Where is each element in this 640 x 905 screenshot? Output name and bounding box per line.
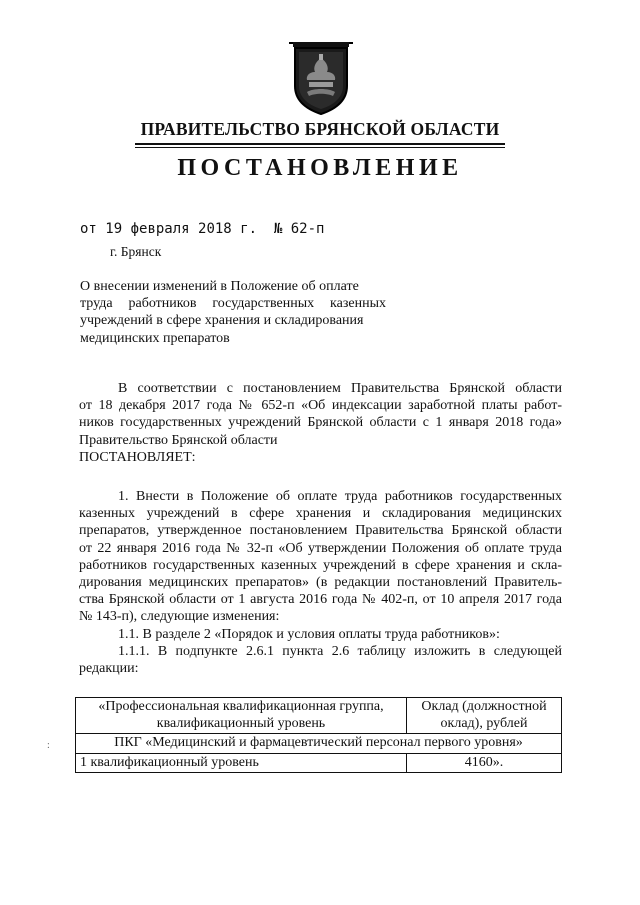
coat-of-arms-emblem xyxy=(289,42,353,116)
number-value: 62-п xyxy=(290,221,325,237)
item-1-paragraph xyxy=(79,488,562,677)
subject-line: труда работников государственных казенных xyxy=(80,296,386,312)
subitem-line: 1.1. В разделе 2 «Порядок и условия оплаты труда работников»: xyxy=(118,626,500,642)
subject-line: медицинских препаратов xyxy=(80,330,230,346)
salary-table xyxy=(75,697,562,773)
subject-line: учреждений в сфере хранения и складирования xyxy=(80,313,364,329)
preamble-resolve: ПОСТАНОВЛЯЕТ: xyxy=(79,449,196,465)
date-number-line xyxy=(80,221,324,237)
item-line: № 143-п), следующие изменения: xyxy=(79,609,280,625)
item-line: казенных учреждений в сфере хранения и складирования медицинских xyxy=(79,506,562,522)
item-line: от 22 января 2016 года № 32-п «Об утверждении Положения об оплате труда xyxy=(79,540,562,556)
group-cell: ПКГ «Медицинский и фармацевтический персонал первого уровня» xyxy=(76,734,562,754)
table-row xyxy=(76,753,562,773)
item-line: работников государственных казенных учреждений в сфере хранения и скла- xyxy=(79,557,562,573)
subitem-line: редакции: xyxy=(79,661,139,677)
item-line: препаратов, утвержденное постановлением Правительства Брянской области xyxy=(79,523,562,539)
government-title: ПРАВИТЕЛЬСТВО БРЯНСКОЙ ОБЛАСТИ xyxy=(140,119,500,139)
table-header-row xyxy=(76,698,562,734)
item-line: 1. Внести в Положение об оплате труда работников государственных xyxy=(118,489,562,504)
date-prefix: от xyxy=(80,221,97,237)
header-cell-text: Оклад (должностной xyxy=(421,699,547,714)
preamble-line: Правительство Брянской области xyxy=(79,432,278,448)
subject-line: О внесении изменений в Положение об оплате xyxy=(80,279,359,294)
date-value: 19 февраля 2018 г. xyxy=(105,221,258,237)
header-rule-thin xyxy=(135,147,505,148)
preamble-line: В соответствии с постановлением Правительства Брянской области xyxy=(118,381,562,396)
city-line: г. Брянск xyxy=(110,244,162,259)
decree-title: ПОСТАНОВЛЕНИЕ xyxy=(177,155,463,181)
table-header-group xyxy=(76,698,407,734)
header-rule-thick xyxy=(135,143,505,145)
header-cell-text: «Профессиональная квалификационная группа, xyxy=(98,699,384,714)
level-cell: 1 квалификационный уровень xyxy=(76,753,407,773)
decree-subject xyxy=(80,278,400,347)
table-header-salary xyxy=(407,698,562,734)
item-line: дирования медицинских препаратов» (в редакции постановлений Правитель- xyxy=(79,575,562,591)
number-prefix: № xyxy=(273,221,283,237)
table-group-row xyxy=(76,734,562,754)
header-cell-text: оклад), рублей xyxy=(440,715,528,731)
header-cell-text: квалификационный уровень xyxy=(156,715,326,731)
salary-cell: 4160». xyxy=(407,753,562,773)
preamble-line: ников государственных учреждений Брянской области с 1 января 2018 года» xyxy=(79,415,562,431)
preamble-line: от 18 декабря 2017 года № 652-п «Об индексации заработной платы работ- xyxy=(79,398,562,414)
margin-dot: : xyxy=(47,740,50,751)
item-line: ства Брянской области от 1 августа 2016 года № 402-п, от 10 апреля 2017 года xyxy=(79,592,562,608)
preamble-paragraph xyxy=(79,380,562,466)
subitem-line: 1.1.1. В подпункте 2.6.1 пункта 2.6 таблицу изложить в следующей xyxy=(118,643,562,659)
